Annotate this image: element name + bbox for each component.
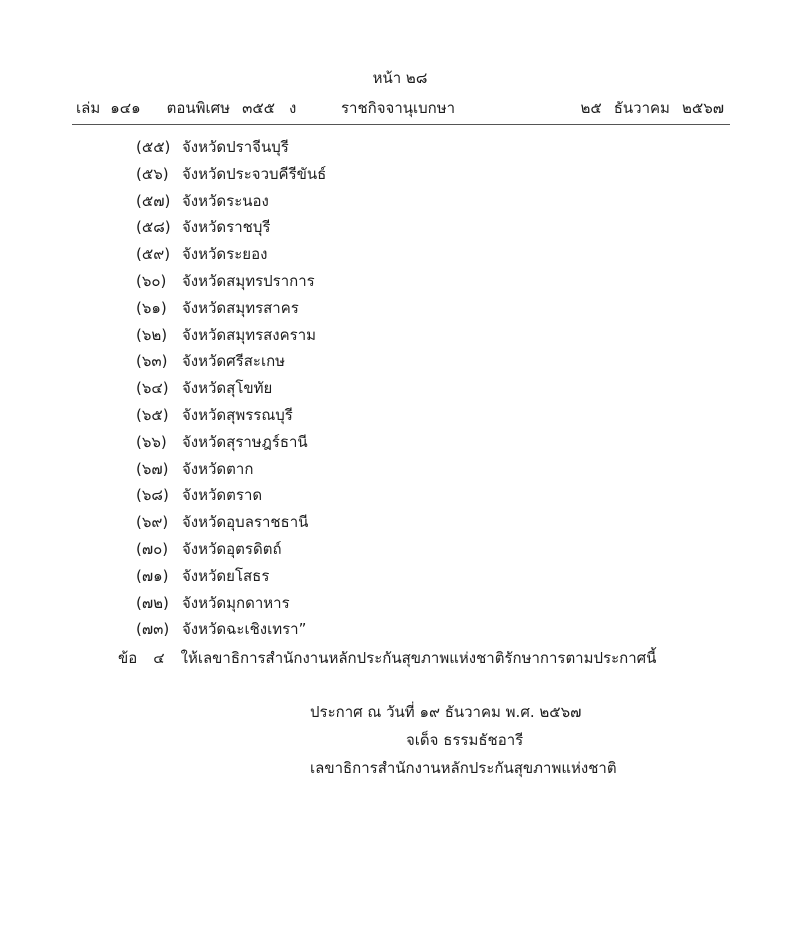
issue-section: ง [289, 99, 297, 117]
list-item [136, 616, 326, 643]
item-number: (๖๐) [136, 271, 167, 290]
item-number: (๖๖) [136, 432, 167, 451]
date-month: ธันวาคม [613, 99, 670, 117]
item-number: (๕๗) [136, 191, 171, 210]
date-year: ๒๕๖๗ [681, 99, 724, 117]
signatory-name: จเด็จ ธรรมธัชอารี [406, 731, 524, 749]
province-name: จังหวัดสมุทรปราการ [182, 271, 315, 290]
signature-block [310, 698, 617, 782]
item-number: (๕๕) [136, 138, 171, 156]
issue-number: ๓๕๕ [242, 99, 276, 117]
province-name: จังหวัดสุพรรณบุรี [182, 405, 293, 424]
list-item [136, 536, 326, 563]
list-item [136, 482, 326, 509]
item-number: (๖๔) [136, 379, 169, 398]
item-number: (๕๘) [136, 218, 171, 237]
province-name: จังหวัดประจวบคีรีขันธ์ [182, 164, 327, 183]
list-item [136, 509, 326, 536]
province-name: จังหวัดฉะเชิงเทรา” [182, 620, 307, 639]
province-name: จังหวัดสุราษฎร์ธานี [182, 432, 308, 451]
list-item [136, 268, 326, 295]
item-number: (๗๓) [136, 620, 170, 639]
header-date [569, 96, 724, 120]
province-list [136, 134, 326, 643]
item-number: (๖๕) [136, 405, 169, 424]
list-item [136, 429, 326, 456]
item-number: (๗๑) [136, 566, 169, 585]
province-name: จังหวัดตาก [182, 459, 254, 478]
province-name: จังหวัดสมุทรสาคร [182, 298, 299, 317]
signatory-position: เลขาธิการสำนักงานหลักประกันสุขภาพแห่งชาติ [310, 759, 617, 777]
list-item [136, 295, 326, 322]
item-number: (๕๙) [136, 245, 171, 264]
province-name: จังหวัดยโสธร [182, 566, 270, 585]
publication-title: ราชกิจจานุเบกษา [341, 99, 456, 117]
list-item [136, 241, 326, 268]
province-name: จังหวัดสมุทรสงคราม [182, 325, 317, 344]
item-number: (๗๒) [136, 593, 169, 612]
clause-number: ๔ [153, 649, 165, 667]
clause-label: ข้อ [118, 649, 138, 667]
province-name: จังหวัดอุบลราชธานี [182, 513, 309, 532]
province-name: จังหวัดระนอง [182, 191, 269, 210]
list-item [136, 161, 326, 188]
list-item [136, 188, 326, 215]
item-number: (๖๘) [136, 486, 169, 505]
volume-label: เล่ม [76, 99, 101, 117]
item-number: (๖๙) [136, 513, 169, 532]
list-item [136, 402, 326, 429]
list-item [136, 375, 326, 402]
item-number: (๕๖) [136, 164, 169, 183]
province-name: จังหวัดมุกดาหาร [182, 593, 290, 612]
list-item [136, 214, 326, 241]
date-day: ๒๕ [580, 99, 602, 117]
list-item [136, 590, 326, 617]
header-volume-issue [76, 96, 296, 120]
item-number: (๖๓) [136, 352, 168, 371]
issue-label: ตอนพิเศษ [166, 99, 231, 117]
province-name: จังหวัดปราจีนบุรี [182, 138, 289, 156]
list-item [136, 134, 326, 161]
province-name: จังหวัดอุตรดิตถ์ [182, 539, 282, 558]
header-rule [72, 124, 730, 125]
province-name: จังหวัดราชบุรี [182, 218, 271, 237]
province-name: จังหวัดศรีสะเกษ [182, 352, 286, 371]
volume-number: ๑๔๑ [110, 99, 141, 117]
list-item [136, 348, 326, 375]
item-number: (๖๗) [136, 459, 169, 478]
province-name: จังหวัดสุโขทัย [182, 379, 273, 398]
item-number: (๗๐) [136, 539, 169, 558]
page-number: หน้า ๒๘ [372, 69, 428, 87]
clause-4 [118, 646, 656, 670]
list-item [136, 563, 326, 590]
province-name: จังหวัดระยอง [182, 245, 268, 264]
province-name: จังหวัดตราด [182, 486, 263, 505]
announcement-date: ประกาศ ณ วันที่ ๑๙ ธันวาคม พ.ศ. ๒๕๖๗ [310, 703, 582, 721]
item-number: (๖๑) [136, 298, 167, 317]
list-item [136, 322, 326, 349]
clause-text: ให้เลขาธิการสำนักงานหลักประกันสุขภาพแห่งชาติรักษาการตามประกาศนี้ [180, 649, 657, 667]
item-number: (๖๒) [136, 325, 168, 344]
list-item [136, 456, 326, 483]
